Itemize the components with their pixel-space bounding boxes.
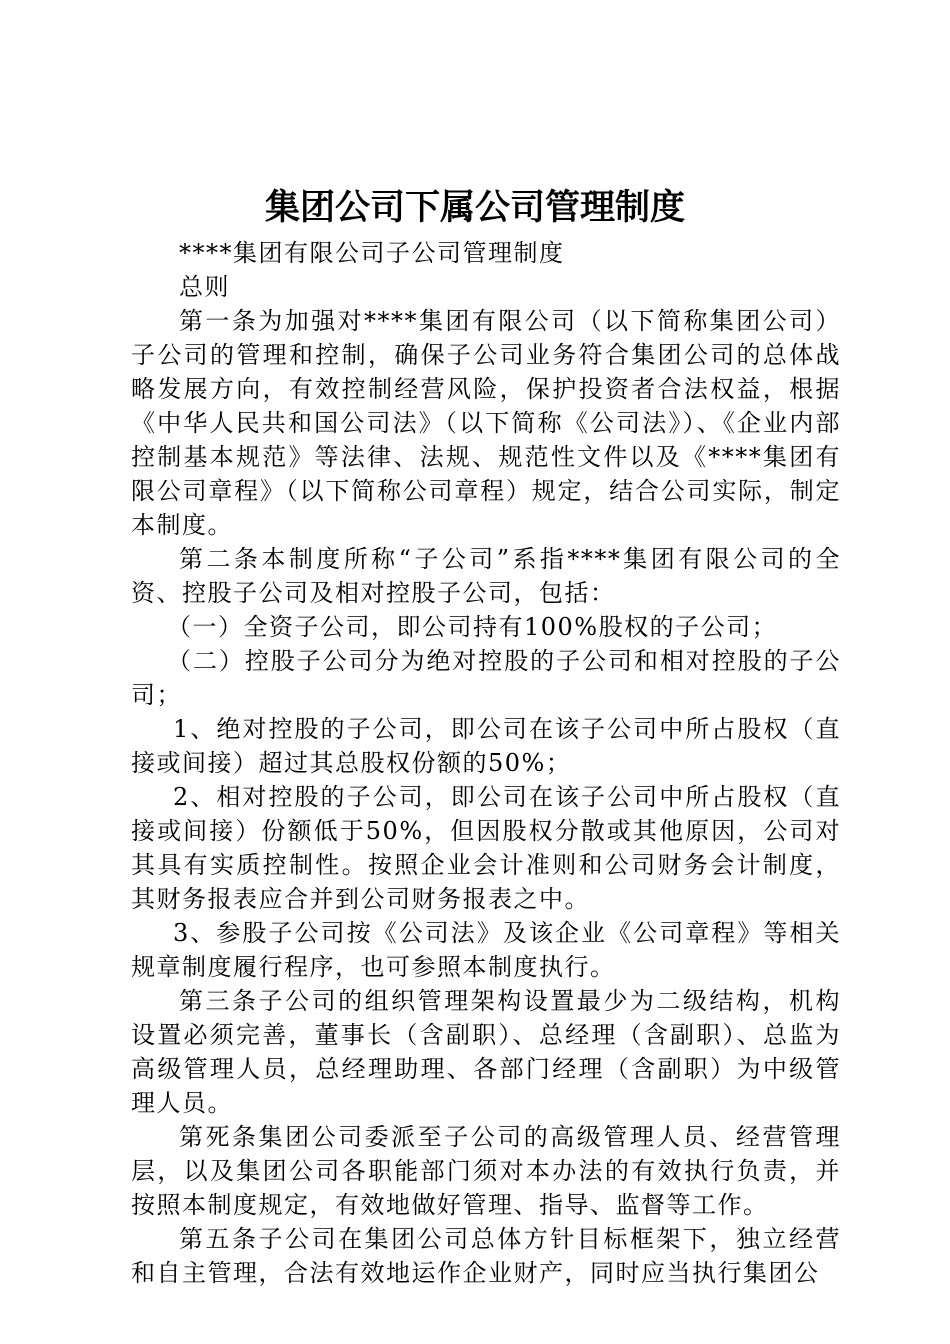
article-1-paragraph: 第一条为加强对****集团有限公司（以下简称集团公司）子公司的管理和控制，确保子公司业务符合集团公司的总体战略发展方向，有效控制经营风险，保护投资者合法权益，根据《中华人民共和国公司法》（以下简称《公司法》）、《企业内部控制基本规范》等法律、法规、规范性文件以及《****集团有限公司章程》（以下简称公司章程）规定，结合公司实际，制定本制度。 [131, 307, 841, 539]
subtitle-paragraph: ****集团有限公司子公司管理制度 [179, 239, 565, 267]
article-2-paragraph: 第二条本制度所称“子公司”系指****集团有限公司的全资、控股子公司及相对控股子公司，包括： [131, 545, 841, 607]
document-title: 集团公司下属公司管理制度 [264, 188, 685, 228]
article-4-paragraph: 第死条集团公司委派至子公司的高级管理人员、经营管理层，以及集团公司各职能部门须对本办法的有效执行负责，并按照本制度规定，有效地做好管理、指导、监督等工作。 [131, 1123, 841, 1219]
clause-2-paragraph: （二）控股子公司分为绝对控股的子公司和相对控股的子公司； [131, 647, 841, 709]
article-3-paragraph: 第三条子公司的组织管理架构设置最少为二级结构，机构设置必须完善，董事长（含副职）、总经理（含副职）、总监为高级管理人员，总经理助理、各部门经理（含副职）为中级管理人员。 [131, 987, 841, 1117]
article-5-paragraph: 第五条子公司在集团公司总体方针目标框架下，独立经营和自主管理，合法有效地运作企业财产，同时应当执行集团公 [131, 1225, 841, 1287]
item-1-paragraph: 1、绝对控股的子公司，即公司在该子公司中所占股权（直接或间接）超过其总股权份额的50%； [131, 715, 841, 777]
section-heading: 总则 [179, 273, 230, 301]
clause-1-paragraph: （一）全资子公司，即公司持有100%股权的子公司； [167, 613, 778, 641]
item-2-paragraph: 2、相对控股的子公司，即公司在该子公司中所占股权（直接或间接）份额低于50%，但因股权分散或其他原因，公司对其具有实质控制性。按照企业会计准则和公司财务会计制度，其财务报表应合并到公司财务报表之中。 [131, 783, 841, 913]
document-body [131, 236, 841, 1290]
item-3-paragraph: 3、参股子公司按《公司法》及该企业《公司章程》等相关规章制度履行程序，也可参照本制度执行。 [131, 919, 841, 981]
